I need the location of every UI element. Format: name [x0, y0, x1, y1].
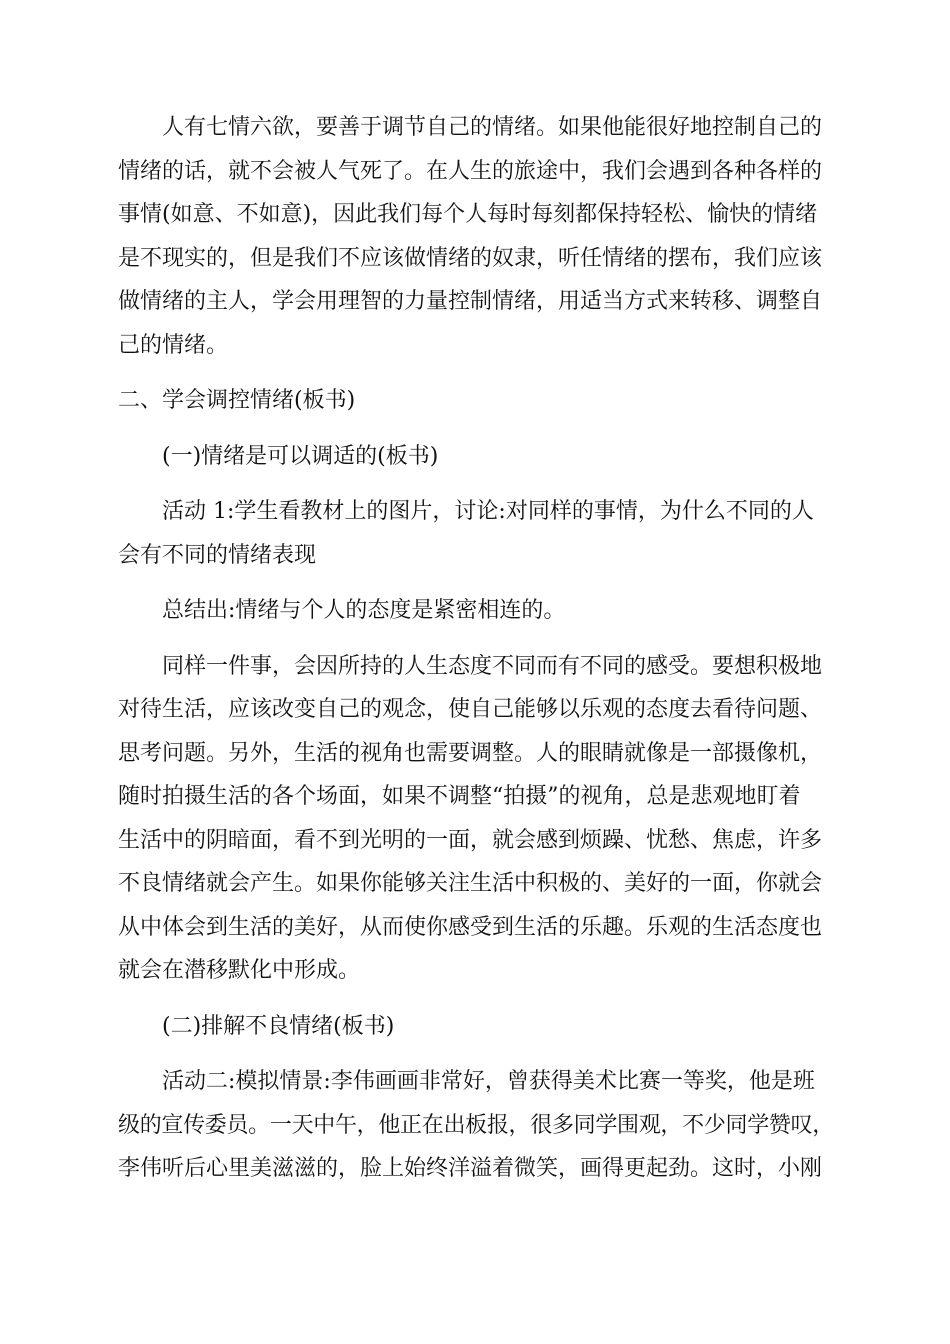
text-line: 思考问题。另外，生活的视角也需要调整。人的眼睛就像是一部摄像机，: [118, 740, 823, 766]
text-line: 不良情绪就会产生。如果你能够关注生活中积极的、美好的一面，你就会: [118, 871, 823, 896]
text-line: 就会在潜移默化中形成。: [118, 958, 361, 983]
text-line: 总结出:情绪与个人的态度是紧密相连的。: [162, 598, 566, 623]
text-line: 活动 1:学生看教材上的图片，讨论:对同样的事情，为什么不同的人: [162, 499, 814, 524]
text-line: 会有不同的情绪表现: [118, 542, 317, 568]
document-page: [118, 106, 834, 1191]
text-line: 级的宣传委员。一天中午，他正在出板报，很多同学围观，不少同学赞叹，: [118, 1112, 835, 1138]
text-line: 活动二:模拟情景:李伟画画非常好，曾获得美术比赛一等奖，他是班: [162, 1069, 815, 1094]
text-line: (二)排解不良情绪(板书): [162, 1013, 395, 1039]
text-line: 从中体会到生活的美好，从而使你感受到生活的乐趣。乐观的生活态度也: [118, 914, 823, 940]
paragraph: [118, 1060, 834, 1191]
text-line: 同样一件事，会因所持的人生态度不同而有不同的感受。要想积极地: [162, 653, 823, 679]
paragraph: [118, 379, 834, 423]
text-line: 事情(如意、不如意)，因此我们每个人每时每刻都保持轻松、愉快的情绪: [118, 202, 818, 227]
text-line: 二、学会调控情绪(板书): [118, 388, 356, 413]
text-line: 李伟听后心里美滋滋的，脸上始终洋溢着微笑，画得更起劲。这时，小刚: [118, 1156, 823, 1181]
text-line: 对待生活，应该改变自己的观念，使自己能够以乐观的态度去看待问题、: [118, 697, 823, 722]
text-line: 己的情绪。: [118, 332, 229, 358]
paragraph: [118, 645, 834, 993]
paragraph: [118, 1005, 834, 1049]
text-line: 生活中的阴暗面，看不到光明的一面，就会感到烦躁、忧愁、焦虑，许多: [118, 827, 823, 853]
text-line: 人有七情六欲，要善于调节自己的情绪。如果他能很好地控制自己的: [162, 115, 823, 140]
paragraph: [118, 106, 834, 367]
text-line: (一)情绪是可以调适的(板书): [162, 443, 439, 469]
paragraph: [118, 589, 834, 633]
text-line: 情绪的话，就不会被人气死了。在人生的旅途中，我们会遇到各种各样的: [118, 158, 823, 184]
text-line: 是不现实的，但是我们不应该做情绪的奴隶，听任情绪的摆布，我们应该: [118, 245, 823, 271]
text-line: 做情绪的主人，学会用理智的力量控制情绪，用适当方式来转移、调整自: [118, 289, 823, 314]
text-line: 随时拍摄生活的各个场面，如果不调整“拍摄”的视角，总是悲观地盯着: [118, 784, 801, 809]
paragraph: [118, 490, 834, 577]
paragraph: [118, 435, 834, 479]
